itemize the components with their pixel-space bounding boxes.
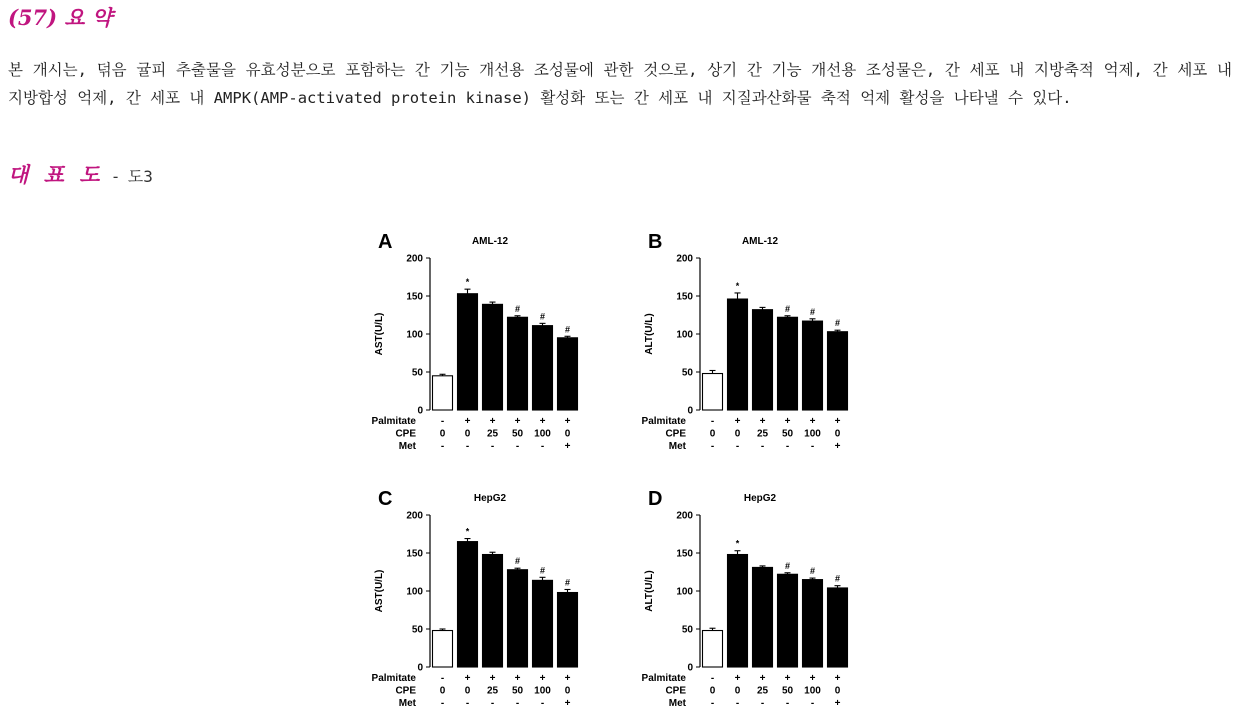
condition-value: - (710, 441, 715, 452)
condition-value: - (465, 441, 470, 452)
condition-value: - (515, 441, 520, 452)
condition-value: + (539, 673, 546, 684)
y-tick-label: 50 (411, 624, 423, 636)
y-axis-label: AST(U/L) (374, 312, 385, 356)
bar (533, 326, 553, 410)
condition-label: Met (668, 698, 686, 709)
condition-value: 100 (804, 685, 821, 697)
condition-value: - (490, 698, 495, 709)
condition-value: - (515, 698, 520, 709)
condition-value: 100 (534, 428, 551, 440)
significance-marker: * (465, 526, 470, 537)
condition-value: - (710, 416, 715, 427)
condition-value: - (490, 441, 495, 452)
representative-figure (360, 222, 880, 722)
condition-value: + (759, 673, 766, 684)
condition-value: 0 (439, 685, 446, 697)
condition-value: - (440, 416, 445, 427)
panel-letter: B (648, 231, 663, 253)
bar (753, 567, 773, 667)
significance-marker: # (564, 577, 571, 588)
y-tick-label: 200 (406, 510, 423, 522)
condition-label: CPE (665, 428, 686, 440)
bar (728, 299, 748, 410)
y-tick-label: 0 (417, 662, 423, 674)
y-axis-label: ALT(U/L) (644, 570, 655, 612)
y-axis-label: ALT(U/L) (644, 313, 655, 355)
condition-value: 0 (564, 428, 571, 440)
condition-value: + (564, 698, 571, 709)
condition-value: + (464, 416, 471, 427)
condition-value: - (760, 441, 765, 452)
chart-panel-b (642, 231, 848, 452)
condition-label: Met (398, 441, 416, 452)
condition-value: 0 (464, 428, 471, 440)
y-tick-label: 50 (681, 624, 693, 636)
condition-value: 0 (834, 685, 841, 697)
significance-marker: # (784, 303, 791, 314)
condition-value: + (539, 416, 546, 427)
bar (458, 542, 478, 667)
chart-title: HepG2 (743, 493, 777, 504)
condition-value: + (809, 416, 816, 427)
condition-value: 50 (781, 685, 794, 697)
significance-marker: * (735, 538, 740, 549)
y-tick-label: 0 (417, 405, 423, 417)
significance-marker: # (539, 311, 546, 322)
condition-value: + (564, 441, 571, 452)
y-tick-label: 150 (406, 291, 423, 303)
bar (533, 580, 553, 667)
bar (508, 317, 528, 410)
bar (508, 570, 528, 667)
bar (778, 574, 798, 667)
y-tick-label: 100 (676, 329, 693, 341)
chart-title: AML-12 (741, 236, 779, 247)
bar (483, 304, 503, 410)
condition-label: Met (668, 441, 686, 452)
condition-value: 100 (804, 428, 821, 440)
condition-value: 50 (511, 428, 524, 440)
condition-value: + (734, 673, 741, 684)
condition-label: CPE (395, 685, 416, 697)
condition-value: + (784, 416, 791, 427)
chart-panel-a (372, 231, 578, 452)
bar (483, 555, 503, 667)
condition-value: + (809, 673, 816, 684)
bar (458, 294, 478, 410)
condition-label: CPE (665, 685, 686, 697)
condition-value: - (810, 698, 815, 709)
condition-value: 25 (756, 685, 769, 697)
condition-value: 0 (734, 685, 741, 697)
significance-marker: # (514, 556, 521, 567)
condition-label: Palmitate (641, 416, 686, 427)
significance-marker: * (465, 277, 470, 288)
condition-value: - (440, 698, 445, 709)
panel-letter: A (378, 231, 393, 253)
condition-value: 0 (834, 428, 841, 440)
condition-value: - (760, 698, 765, 709)
bar (703, 631, 723, 667)
bar (728, 555, 748, 667)
condition-value: 25 (486, 428, 499, 440)
significance-marker: # (784, 560, 791, 571)
condition-value: - (440, 441, 445, 452)
bar (828, 588, 848, 667)
significance-marker: # (514, 303, 521, 314)
condition-value: - (465, 698, 470, 709)
condition-value: + (564, 416, 571, 427)
condition-label: Palmitate (371, 673, 416, 684)
condition-value: 0 (734, 428, 741, 440)
y-tick-label: 200 (676, 510, 693, 522)
condition-value: + (464, 673, 471, 684)
condition-value: + (514, 673, 521, 684)
significance-marker: # (834, 318, 841, 329)
significance-marker: * (735, 280, 740, 291)
panel-letter: C (378, 488, 393, 510)
condition-label: CPE (395, 428, 416, 440)
chart-title: HepG2 (473, 493, 507, 504)
condition-value: 0 (464, 685, 471, 697)
y-tick-label: 0 (687, 662, 693, 674)
chart-title: AML-12 (471, 236, 509, 247)
significance-marker: # (539, 565, 546, 576)
bar (803, 321, 823, 410)
condition-value: + (489, 416, 496, 427)
representative-figure-value: 도3 (127, 167, 153, 186)
condition-value: - (785, 698, 790, 709)
condition-value: - (540, 441, 545, 452)
panel-letter: D (648, 488, 663, 510)
condition-value: + (759, 416, 766, 427)
representative-figure-heading (8, 162, 153, 190)
condition-value: - (735, 441, 740, 452)
condition-value: - (710, 673, 715, 684)
condition-value: + (784, 673, 791, 684)
bar (753, 310, 773, 410)
y-tick-label: 100 (406, 586, 423, 598)
summary-heading: (57) 요 약 (8, 5, 113, 30)
condition-value: 25 (756, 428, 769, 440)
y-tick-label: 150 (676, 291, 693, 303)
condition-value: - (440, 673, 445, 684)
y-tick-label: 200 (406, 253, 423, 265)
y-tick-label: 100 (406, 329, 423, 341)
significance-marker: # (809, 566, 816, 577)
y-tick-label: 150 (676, 548, 693, 560)
condition-value: + (834, 673, 841, 684)
condition-label: Palmitate (641, 673, 686, 684)
condition-value: - (540, 698, 545, 709)
y-tick-label: 200 (676, 253, 693, 265)
condition-value: 0 (709, 685, 716, 697)
condition-value: + (564, 673, 571, 684)
condition-value: 50 (511, 685, 524, 697)
chart-panel-c (372, 488, 578, 709)
significance-marker: # (564, 324, 571, 335)
condition-value: - (810, 441, 815, 452)
condition-value: + (734, 416, 741, 427)
condition-value: + (834, 698, 841, 709)
condition-value: 0 (564, 685, 571, 697)
condition-value: 0 (439, 428, 446, 440)
y-tick-label: 150 (406, 548, 423, 560)
bar (558, 593, 578, 667)
bar (828, 332, 848, 410)
condition-value: + (514, 416, 521, 427)
bar (803, 580, 823, 667)
figure-charts (360, 222, 880, 722)
condition-value: 25 (486, 685, 499, 697)
representative-figure-separator: - (110, 167, 121, 186)
bar (433, 631, 453, 667)
y-tick-label: 50 (681, 367, 693, 379)
condition-value: + (489, 673, 496, 684)
condition-value: 100 (534, 685, 551, 697)
bar (778, 317, 798, 410)
representative-figure-label: 대 표 도 (8, 162, 104, 187)
significance-marker: # (834, 573, 841, 584)
y-tick-label: 100 (676, 586, 693, 598)
condition-value: - (735, 698, 740, 709)
bar (433, 376, 453, 410)
y-tick-label: 0 (687, 405, 693, 417)
y-tick-label: 50 (411, 367, 423, 379)
condition-value: 0 (709, 428, 716, 440)
condition-value: + (834, 416, 841, 427)
abstract-text: 본 개시는, 덖음 귤피 추출물을 유효성분으로 포함하는 간 기능 개선용 조성물에 관한 것으로, 상기 간 기능 개선용 조성물은, 간 세포 내 지방축적 억제, 간 세포 내 지방합성 억제, 간 세포 내 AMPK(AMP-activated protein kinase) 활성화 또는 간 세포 내 지질과산화물 축적 억제 활성을 나타낼 수 있다. (8, 61, 1232, 107)
condition-value: 50 (781, 428, 794, 440)
significance-marker: # (809, 306, 816, 317)
condition-value: - (785, 441, 790, 452)
bar (558, 338, 578, 410)
condition-value: + (834, 441, 841, 452)
condition-label: Palmitate (371, 416, 416, 427)
condition-label: Met (398, 698, 416, 709)
chart-panel-d (642, 488, 848, 709)
y-axis-label: AST(U/L) (374, 569, 385, 613)
bar (703, 374, 723, 410)
condition-value: - (710, 698, 715, 709)
